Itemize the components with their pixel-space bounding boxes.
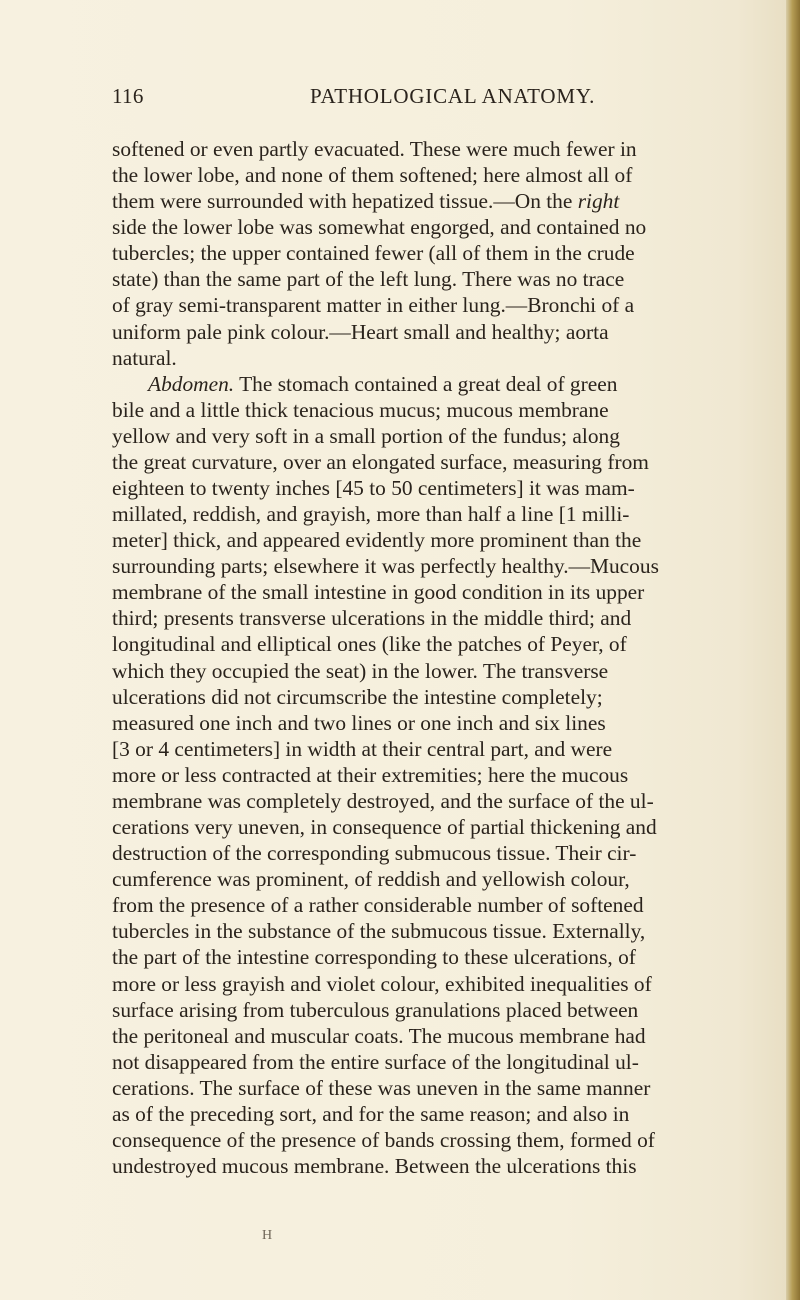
text-line: destruction of the corresponding submucous tissue. Their cir-	[112, 841, 637, 866]
page-edge	[786, 0, 800, 1300]
text-line: the great curvature, over an elongated surface, measuring from	[112, 449, 649, 474]
text-line: tubercles in the substance of the submucous tissue. Externally,	[112, 919, 646, 944]
text-line: surrounding parts; elsewhere it was perfectly healthy.—Mucous	[112, 554, 659, 579]
text-line: side the lower lobe was somewhat engorged, and contained no	[112, 215, 647, 240]
text-line: uniform pale pink colour.—Heart small and healthy; aorta	[112, 319, 609, 344]
text-line: bile and a little thick tenacious mucus; mucous membrane	[112, 397, 609, 422]
text-line: membrane of the small intestine in good condition in its upper	[112, 580, 645, 605]
text-line: softened or even partly evacuated. These were much fewer in	[112, 137, 637, 161]
text-line: cerations. The surface of these was uneven in the same manner	[112, 1075, 651, 1100]
text-line: [3 or 4 centimeters] in width at their central part, and were	[112, 736, 613, 761]
text-line: not disappeared from the entire surface of the longitudinal ul-	[112, 1049, 639, 1074]
text-line: meter] thick, and appeared evidently more prominent than the	[112, 528, 642, 553]
text-line: the peritoneal and muscular coats. The mucous membrane had	[112, 1023, 646, 1048]
text-line: membrane was completely destroyed, and the surface of the ul-	[112, 788, 654, 813]
text-line: more or less contracted at their extremities; here the mucous	[112, 762, 629, 787]
italic-right: right	[577, 189, 620, 214]
text-line: tubercles; the upper contained fewer (all of them in the crude	[112, 241, 635, 266]
text-line: natural.	[112, 345, 177, 370]
text-line: the part of the intestine corresponding to these ulcerations, of	[112, 945, 636, 970]
text-line: eighteen to twenty inches [45 to 50 centimeters] it was mam-	[112, 476, 635, 501]
text-line: surface arising from tuberculous granulations placed between	[112, 997, 639, 1022]
text-line: of gray semi-transparent matter in either lung.—Bronchi of a	[112, 293, 635, 318]
text-line: as of the preceding sort, and for the same reason; and also in	[112, 1101, 630, 1126]
page-title: PATHOLOGICAL ANATOMY.	[310, 84, 596, 108]
text-line: state) than the same part of the left lung. There was no trace	[112, 267, 625, 292]
text-line: third; presents transverse ulcerations in the middle third; and	[112, 606, 632, 631]
text-line: longitudinal and elliptical ones (like the patches of Peyer, of	[112, 632, 627, 657]
text-line	[112, 371, 796, 397]
text-line: millated, reddish, and grayish, more than half a line [1 milli-	[112, 502, 630, 527]
body-text	[112, 136, 796, 1179]
section-heading-abdomen: Abdomen.	[148, 371, 235, 396]
text-line: cumference was prominent, of reddish and yellowish colour,	[112, 867, 630, 892]
text-line-segment: The stomach contained a great deal of green	[234, 371, 618, 396]
text-line: consequence of the presence of bands crossing them, formed of	[112, 1127, 655, 1152]
text-line: the lower lobe, and none of them softened; here almost all of	[112, 163, 633, 188]
text-line: more or less grayish and violet colour, exhibited inequalities of	[112, 971, 652, 996]
text-line: which they occupied the seat) in the lower. The transverse	[112, 658, 609, 683]
text-line: ulcerations did not circumscribe the intestine completely;	[112, 684, 603, 709]
text-line: yellow and very soft in a small portion of the fundus; along	[112, 423, 620, 448]
text-line	[112, 188, 796, 214]
signature-mark: H	[262, 1228, 273, 1243]
text-line-segment: them were surrounded with hepatized tissue.—On the	[112, 189, 578, 214]
text-line: from the presence of a rather considerable number of softened	[112, 893, 644, 918]
page-number: 116	[112, 84, 144, 108]
text-line: cerations very uneven, in consequence of partial thickening and	[112, 815, 657, 840]
text-line: measured one inch and two lines or one inch and six lines	[112, 710, 606, 735]
running-head	[112, 84, 732, 114]
text-line: undestroyed mucous membrane. Between the ulcerations this	[112, 1154, 637, 1179]
